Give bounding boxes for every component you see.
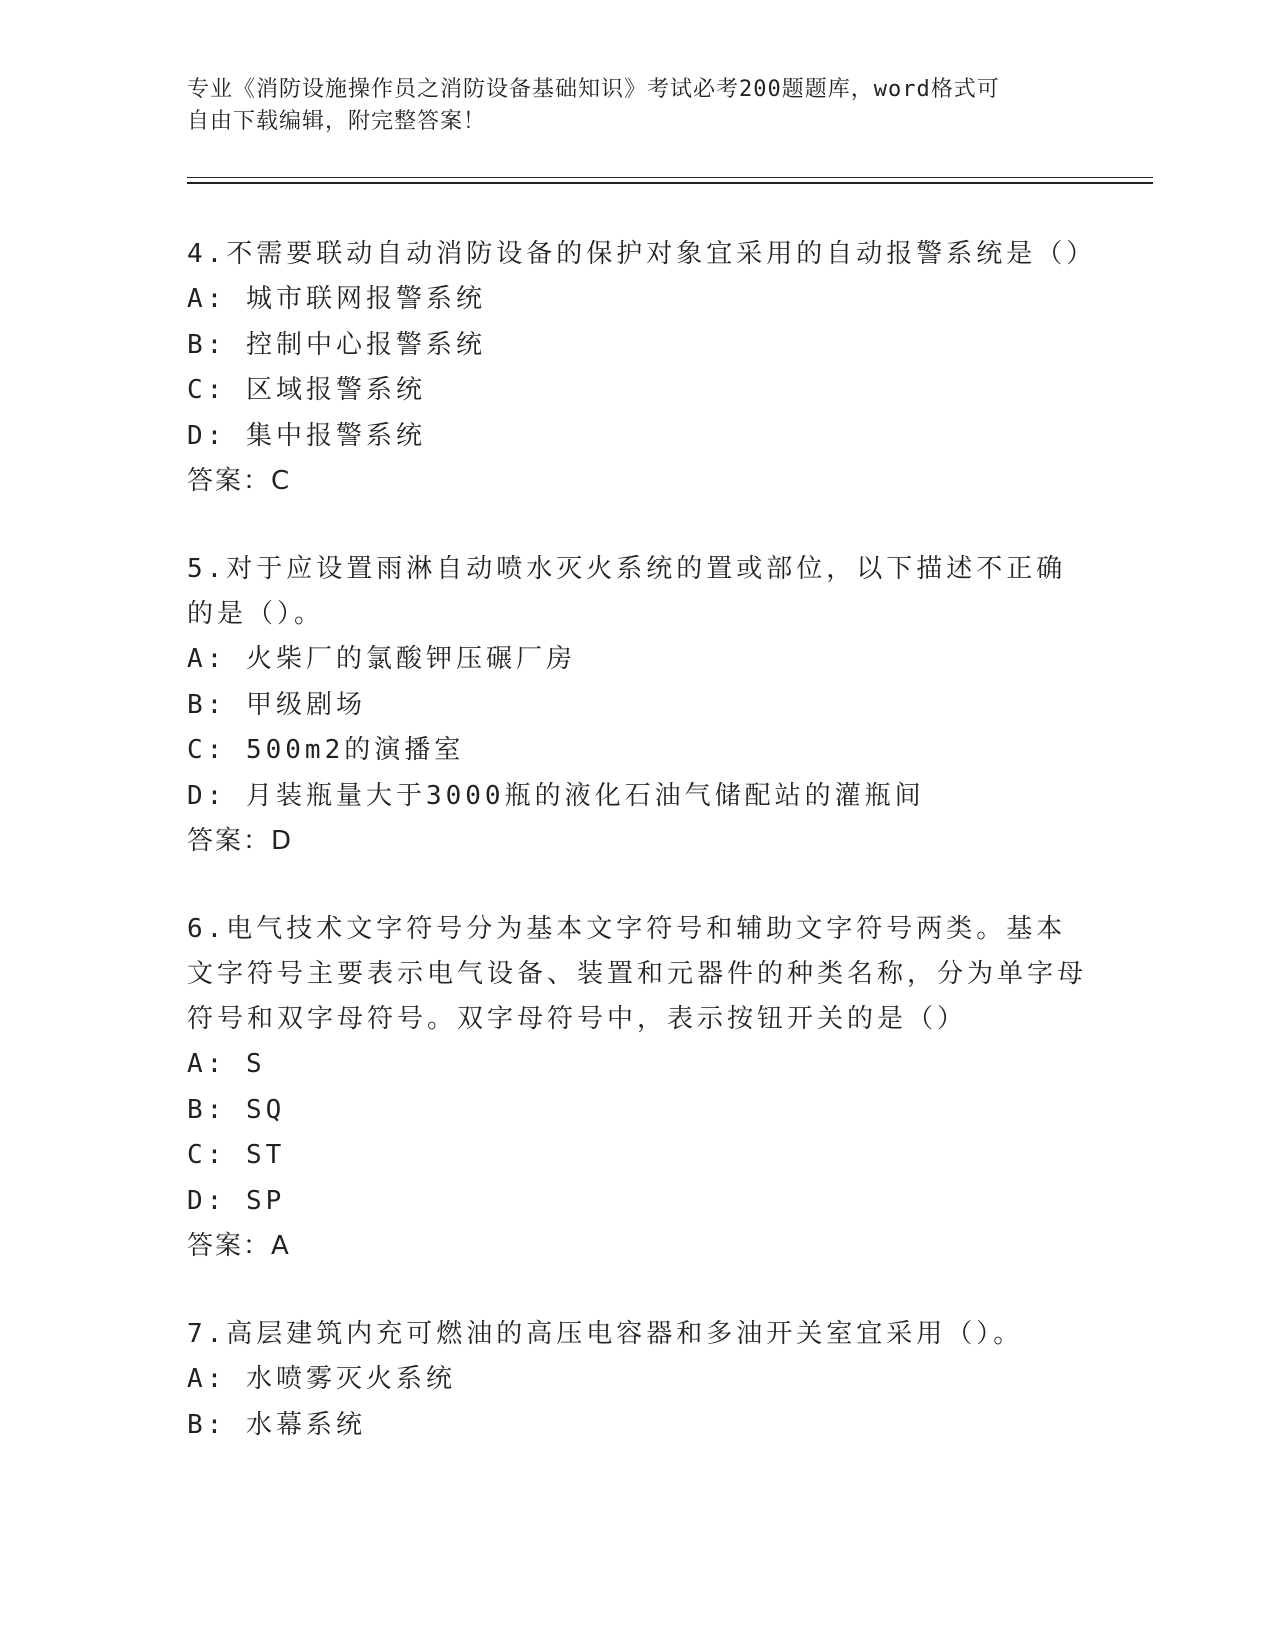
question-6 — [187, 907, 1087, 1268]
option-text: 甲级剧场 — [245, 689, 366, 720]
header-divider-top — [187, 177, 1153, 178]
option-a — [187, 1042, 1087, 1088]
option-b — [187, 683, 1087, 729]
header-divider-bottom — [187, 182, 1153, 184]
option-b — [187, 1088, 1087, 1134]
question-stem: 5.对于应设置雨淋自动喷水灭火系统的置或部位，以下描述不正确的是（）。 — [187, 554, 1067, 629]
option-key: A: — [187, 1364, 227, 1394]
question-stem: 6.电气技术文字符号分为基本文字符号和辅助文字符号两类。基本文字符号主要表示电气设备、装置和元器件的种类名称，分为单字母符号和双字母符号。双字母符号中，表示按钮开关的是（） — [187, 914, 1088, 1034]
option-a — [187, 637, 1087, 683]
option-text: 区域报警系统 — [245, 375, 426, 405]
question-5 — [187, 547, 1087, 863]
option-key: C: — [187, 375, 227, 405]
option-c — [187, 1133, 1087, 1179]
option-key: C: — [187, 735, 227, 765]
option-a — [187, 1357, 1087, 1403]
option-key: A: — [187, 284, 227, 314]
question-stem: 4.不需要联动自动消防设备的保护对象宜采用的自动报警系统是（） — [187, 239, 1097, 269]
option-a — [187, 277, 1087, 323]
answer-line: 答案：D — [187, 826, 294, 856]
option-key: A: — [187, 1049, 227, 1079]
option-key: A: — [187, 644, 227, 674]
header-line-2: 自由下载编辑，附完整答案！ — [187, 109, 487, 134]
option-text: 集中报警系统 — [245, 420, 426, 451]
option-text: 控制中心报警系统 — [245, 329, 486, 360]
answer-line: 答案：C — [187, 466, 292, 496]
option-text: S — [245, 1049, 266, 1079]
question-stem: 7.高层建筑内充可燃油的高压电容器和多油开关室宜采用（）。 — [187, 1319, 1024, 1349]
option-text: SQ — [245, 1094, 286, 1125]
option-d — [187, 1179, 1087, 1225]
question-list — [187, 232, 1097, 1492]
option-text: ST — [245, 1140, 286, 1170]
option-b — [187, 1403, 1087, 1449]
option-key: B: — [187, 329, 227, 360]
header-line-1: 专业《消防设施操作员之消防设备基础知识》考试必考200题题库，word格式可 — [187, 77, 1000, 102]
option-key: D: — [187, 420, 227, 451]
document-header — [187, 74, 1077, 138]
option-text: SP — [245, 1185, 286, 1216]
option-key: B: — [187, 689, 227, 720]
option-text: 月装瓶量大于3000瓶的液化石油气储配站的灌瓶间 — [245, 780, 925, 811]
option-key: B: — [187, 1409, 227, 1440]
option-key: B: — [187, 1094, 227, 1125]
option-c — [187, 368, 1087, 414]
option-b — [187, 323, 1087, 369]
option-key: D: — [187, 1185, 227, 1216]
option-key: C: — [187, 1140, 227, 1170]
option-c — [187, 728, 1087, 774]
option-d — [187, 414, 1087, 460]
question-4 — [187, 232, 1097, 503]
option-text: 火柴厂的氯酸钾压碾厂房 — [245, 644, 576, 674]
option-text: 水喷雾灭火系统 — [245, 1364, 456, 1394]
question-7 — [187, 1312, 1087, 1448]
answer-line: 答案：A — [187, 1231, 291, 1261]
option-text: 500m2的演播室 — [245, 735, 465, 765]
option-text: 城市联网报警系统 — [245, 284, 486, 314]
option-key: D: — [187, 780, 227, 811]
option-text: 水幕系统 — [245, 1409, 366, 1440]
option-d — [187, 774, 1087, 820]
